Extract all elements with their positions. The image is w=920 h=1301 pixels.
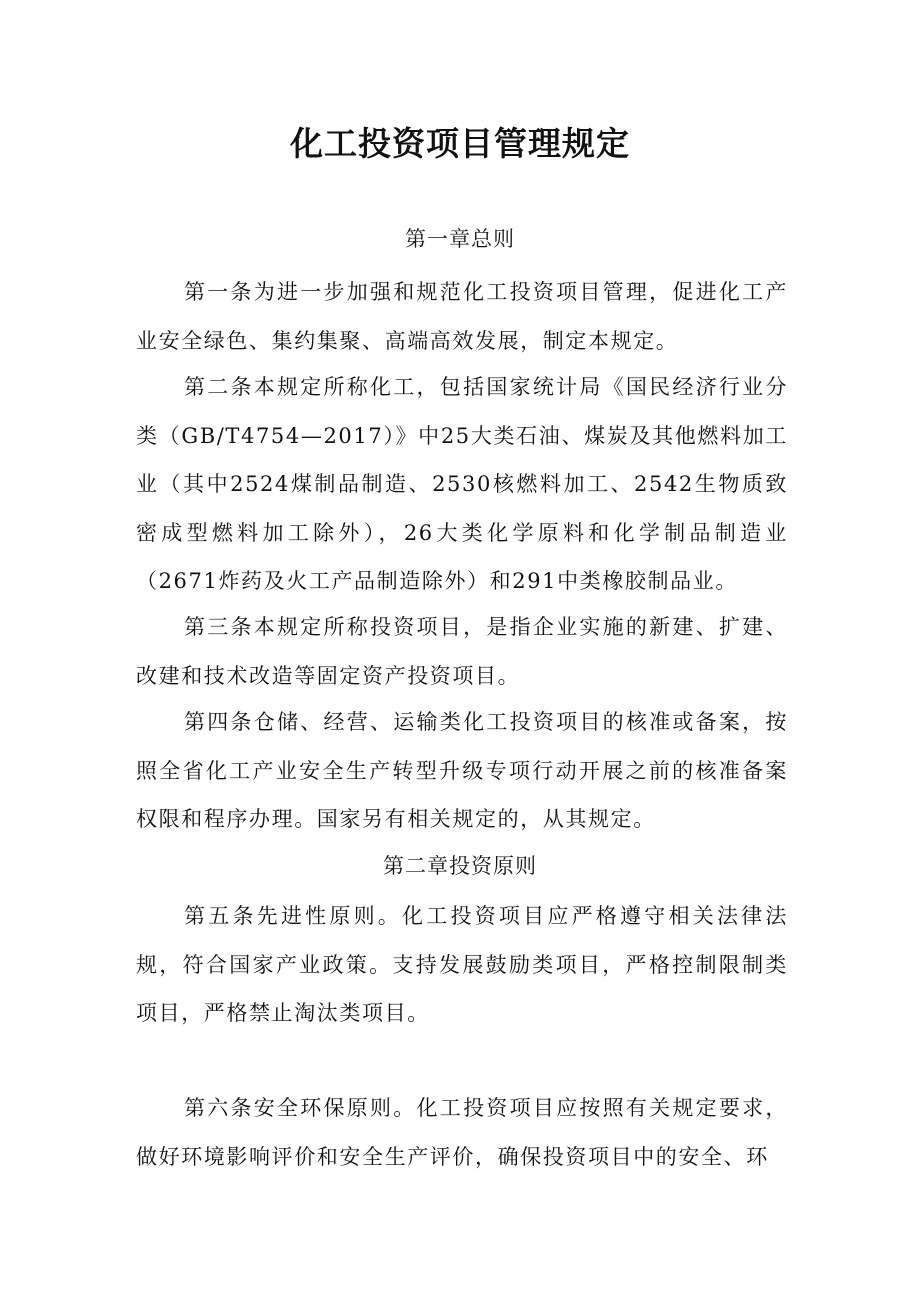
article-paragraph: 第一条为进一步加强和规范化工投资项目管理，促进化工产业安全绿色、集约集聚、高端高效发展，制定本规定。 — [136, 280, 788, 353]
article-paragraph: 第五条先进性原则。化工投资项目应严格遵守相关法律法规，符合国家产业政策。支持发展鼓励类项目，严格控制限制类项目，严格禁止淘汰类项目。 — [136, 904, 788, 1025]
article-paragraph: 第四条仓储、经营、运输类化工投资项目的核准或备案，按照全省化工产业安全生产转型升级专项行动开展之前的核准备案权限和程序办理。国家另有相关规定的，从其规定。 — [136, 710, 788, 831]
chapter-heading: 第一章总则 — [405, 227, 515, 251]
article-paragraph: 第三条本规定所称投资项目，是指企业实施的新建、扩建、改建和技术改造等固定资产投资项目。 — [136, 615, 788, 688]
document-title: 化工投资项目管理规定 — [290, 124, 630, 163]
article-paragraph: 第二条本规定所称化工，包括国家统计局《国民经济行业分类（GB/T4754—2017）》中25大类石油、煤炭及其他燃料加工业（其中2524煤制品制造、2530核燃料加工、2542生物质致密成型燃料加工除外），26大类化学原料和化学制品制造业（2671炸药及火工产品制造除外）和291中类橡胶制品业。 — [136, 375, 788, 593]
article-paragraph: 第六条安全环保原则。化工投资项目应按照有关规定要求，做好环境影响评价和安全生产评价，确保投资项目中的安全、环 — [136, 1096, 788, 1169]
chapter-heading: 第二章投资原则 — [383, 854, 537, 878]
